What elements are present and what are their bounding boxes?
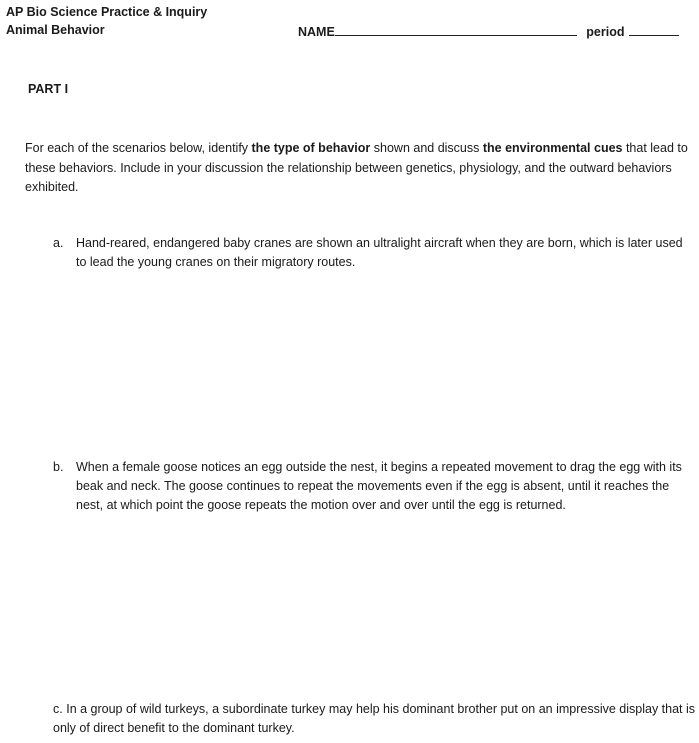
instructions-text-3: that lead to these behaviors. Include in your discussion the relationship between genetics, physiology, and the outward behaviors exhibited. [25, 141, 688, 194]
scenario-c-text: In a group of wild turkeys, a subordinate turkey may help his dominant brother put on an impressive display that is only of direct benefit to the dominant turkey. [53, 702, 696, 735]
instructions-text-1: For each of the scenarios below, identify [25, 141, 252, 155]
scenario-a-marker: a. [53, 236, 64, 250]
scenario-a-text: Hand-reared, endangered baby cranes are shown an ultralight aircraft when they are born, which is later used to lead the young cranes on their migratory routes. [76, 236, 683, 269]
instructions-text-2: shown and discuss [370, 141, 483, 155]
scenario-c [53, 700, 698, 738]
instructions-emphasis-behavior: the type of behavior [251, 141, 371, 155]
name-period-row [298, 23, 679, 39]
scenario-b-marker: b. [53, 460, 64, 474]
unit-title: Animal Behavior [6, 23, 105, 37]
scenario-b [53, 458, 696, 515]
instructions-emphasis-cues: the environmental cues [482, 141, 623, 155]
instructions-paragraph [25, 139, 693, 198]
scenario-b-text: When a female goose notices an egg outside the nest, it begins a repeated movement to drag the egg with its beak and neck. The goose continues to repeat the movements even if the egg is absent, until it reaches the nest, at which point the goose repeats the motion over and over until the egg is returned. [76, 460, 682, 512]
name-label: NAME [298, 25, 335, 39]
name-blank-line[interactable] [335, 23, 577, 36]
part-heading: PART I [28, 82, 69, 96]
period-blank-line[interactable] [629, 23, 679, 36]
period-label: period [586, 25, 625, 39]
scenario-a [53, 234, 696, 272]
scenario-c-marker: c. [53, 702, 63, 716]
course-title: AP Bio Science Practice & Inquiry [6, 5, 208, 19]
